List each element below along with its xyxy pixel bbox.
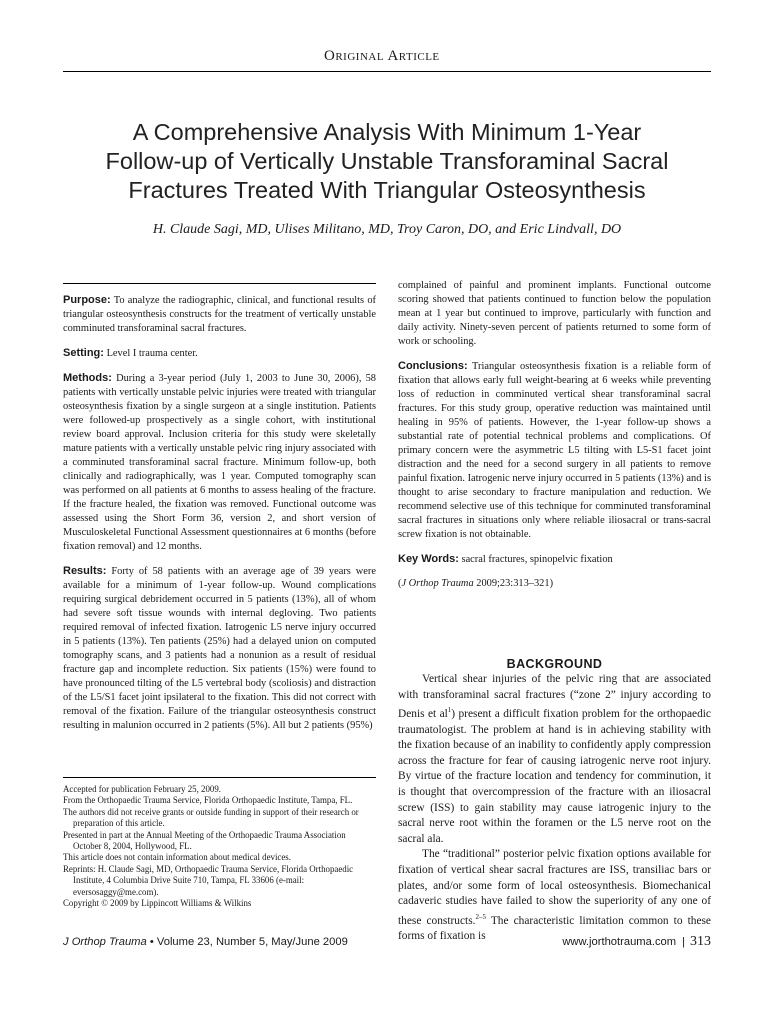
footnote-presented: Presented in part at the Annual Meeting of the Orthopaedic Trauma Association October 8, 2004, Hollywood, FL.: [63, 829, 346, 852]
footer-website: www.jorthotrauma.com: [562, 936, 677, 948]
footnotes: [63, 784, 376, 909]
abstract-conclusions: [398, 359, 711, 542]
purpose-label: Purpose:: [63, 294, 111, 306]
abstract-right-column: [398, 279, 711, 591]
bg-p1-text-b: ) present a difficult fixation problem for the orthopaedic traumatologist. The problem at hand is in achieving stability with the fixation because of an inability to confidently apply compression across the fracture for fear of causing iatrogenic nerve root injury. By virtue of the fracture location and tendency for comminution, it is thought that overcompression of the fracture with an iliosacral screw (ISS) to gain stability may cause iatrogenic injury to the sacral nerve root within the foramen or the L5 nerve root on the sacral ala.: [398, 707, 711, 845]
footnote-accepted: Accepted for publication February 25, 2009.: [63, 784, 221, 794]
background-heading: BACKGROUND: [506, 657, 603, 671]
footnote-devices: This article does not contain information about medical devices.: [63, 852, 291, 863]
abstract-setting: [63, 346, 376, 361]
footnote-funding: The authors did not receive grants or outside funding in support of their research or preparation of this article.: [63, 806, 359, 829]
results-label: Results:: [63, 565, 107, 577]
footer-bullet: •: [149, 936, 154, 948]
article-title: [63, 118, 711, 205]
abstract-rule: [63, 283, 376, 284]
header-rule: [63, 71, 711, 72]
methods-label: Methods:: [63, 372, 112, 384]
footer-issue: Volume 23, Number 5, May/June 2009: [156, 936, 348, 948]
citation: [398, 577, 711, 591]
results-continued: complained of painful and prominent implants. Functional outcome scoring showed that patients continued to function below the population mean at 1 year but continued to improve, particularly with function and daily activity. Ninety-seven percent of patients returned to some form of work or schooling.: [398, 280, 711, 347]
footnote-affiliation: From the Orthopaedic Trauma Service, Florida Orthopaedic Institute, Tampa, FL.: [63, 795, 353, 806]
abstract-keywords: [398, 552, 711, 567]
background-paragraph-2: [398, 847, 711, 944]
conclusions-text: Triangular osteosynthesis fixation is a reliable form of fixation that allows early full weight-bearing at 6 weeks while preventing loss of reduction in comminuted vertical shear transforaminal sacral fractures. For this study group, operative reduction was maintained until healing in 95% of patients. However, the 1-year follow-up shows a substantial rate of potential technical problems and complications. Of primary concern were the asymmetric L5 tilting with L5-S1 facet joint distraction and the need for a second surgery in all patients to remove painful fixation. Iatrogenic nerve injury occurred in 5 patients (13%) and is thought to arise secondary to fracture manipulation and reduction. We recommend selective use of this technique for comminuted transforaminal sacral fractures in situations only where reliable iliosacral or trans-sacral screw fixation is not obtainable.: [398, 361, 711, 540]
abstract-left-column: [63, 293, 376, 733]
conclusions-label: Conclusions:: [398, 360, 468, 372]
bg-p2-text-a: The “traditional” posterior pelvic fixation options available for fixation of vertical shear sacral fractures are ISS, transiliac bars or plates, and/or some form of local osteosynthesis. Biomechanical cadaveric studies have failed to show the superiority of any one of these constructs.: [398, 848, 711, 927]
title-line-2: Follow-up of Vertically Unstable Transforaminal Sacral: [105, 148, 669, 174]
footer-separator: |: [682, 936, 685, 948]
background-paragraph-1: [398, 672, 711, 847]
footer-journal-name: J Orthop Trauma: [63, 936, 147, 948]
setting-label: Setting:: [63, 347, 104, 359]
keywords-text: sacral fractures, spinopelvic fixation: [461, 554, 613, 565]
citation-open: (: [398, 578, 402, 589]
footnote-rule: [63, 777, 376, 778]
results-text: Forty of 58 patients with an average age of 39 years were available for a minimum of 1-year follow-up. Wound complications requiring surgical debridement occurred in 5 patients (13%), all of whom had severe soft tissue wounds with internal degloving. Two patients required removal of infected fixation. Iatrogenic L5 nerve injury occurred in 5 patients (13%). Ten patients (25%) had a delayed union on computed tomography scans, and 3 patients had a nonunion as a result of residual fracture gap and incomplete reduction. Six patients (15%) were found to have pronounced tilting of the L5 vertebral body (scoliosis) and distraction of the L5/S1 facet joint ipsilateral to the fixation. This did not correct with removal of the fixation. Failure of the triangular osteosynthesis construct resulting in malunion occurred in 2 patients (5%). All but 2 patients (95%): [63, 566, 376, 731]
page-number: 313: [690, 934, 711, 949]
bg-p1-reference: 1: [447, 706, 452, 715]
footer-page-info: [562, 934, 711, 950]
keywords-label: Key Words:: [398, 553, 459, 565]
author-list: H. Claude Sagi, MD, Ulises Militano, MD, Troy Caron, DO, and Eric Lindvall, DO: [152, 222, 622, 237]
abstract-purpose: [63, 293, 376, 336]
section-header: Original Article: [324, 48, 440, 64]
title-line-1: A Comprehensive Analysis With Minimum 1-Year: [132, 119, 642, 145]
bg-p2-reference: 2–5: [475, 912, 486, 921]
purpose-text: To analyze the radiographic, clinical, and functional results of triangular osteosynthesis constructs for the treatment of vertically unstable comminuted transforaminal sacral fractures.: [63, 295, 376, 334]
footnote-reprints: Reprints: H. Claude Sagi, MD, Orthopaedic Trauma Service, Florida Orthopaedic Institute, 4 Columbia Drive Suite 710, Tampa, FL 33606 (e-mail: eversosaggy@me.com).: [63, 863, 354, 897]
bg-p2-text-b: The characteristic limitation common to these forms of fixation is: [398, 914, 711, 943]
footer-journal-info: [63, 936, 348, 948]
setting-text: Level I trauma center.: [106, 348, 198, 359]
bg-p1-text-a: Vertical shear injuries of the pelvic ring that are associated with transforaminal sacral fractures (“zone 2” injury according to Denis et al: [398, 673, 711, 720]
abstract-results: [63, 564, 376, 733]
citation-journal: J Orthop Trauma: [401, 578, 474, 589]
title-line-3: Fractures Treated With Triangular Osteosynthesis: [128, 177, 646, 203]
background-body: [398, 672, 711, 945]
methods-text: During a 3-year period (July 1, 2003 to June 30, 2006), 58 patients with vertically unstable pelvic injuries were treated with triangular osteosynthesis fixation by a single surgeon at a single institution. Patients were followed-up prospectively as a single cohort, with institutional review board approval. Inclusion criteria for this study were skeletally mature patients with a vertically unstable pelvic ring injury associated with a comminuted transforaminal sacral fracture. Minimum follow-up, both clinically and radiographically, was 1 year. Computed tomography scan was performed on all patients at 6 months to assess healing of the fracture. If the fracture healed, the fixation was removed. Functional outcome was assessed using the Short Form 36, version 2, and short version of Musculoskeletal Functional Assessment questionnaires at 6 months (before fixation removal) and 12 months.: [63, 373, 377, 552]
citation-details: 2009;23:313–321): [476, 578, 554, 589]
footnote-copyright: Copyright © 2009 by Lippincott Williams & Wilkins: [63, 898, 252, 909]
abstract-methods: [63, 371, 376, 554]
